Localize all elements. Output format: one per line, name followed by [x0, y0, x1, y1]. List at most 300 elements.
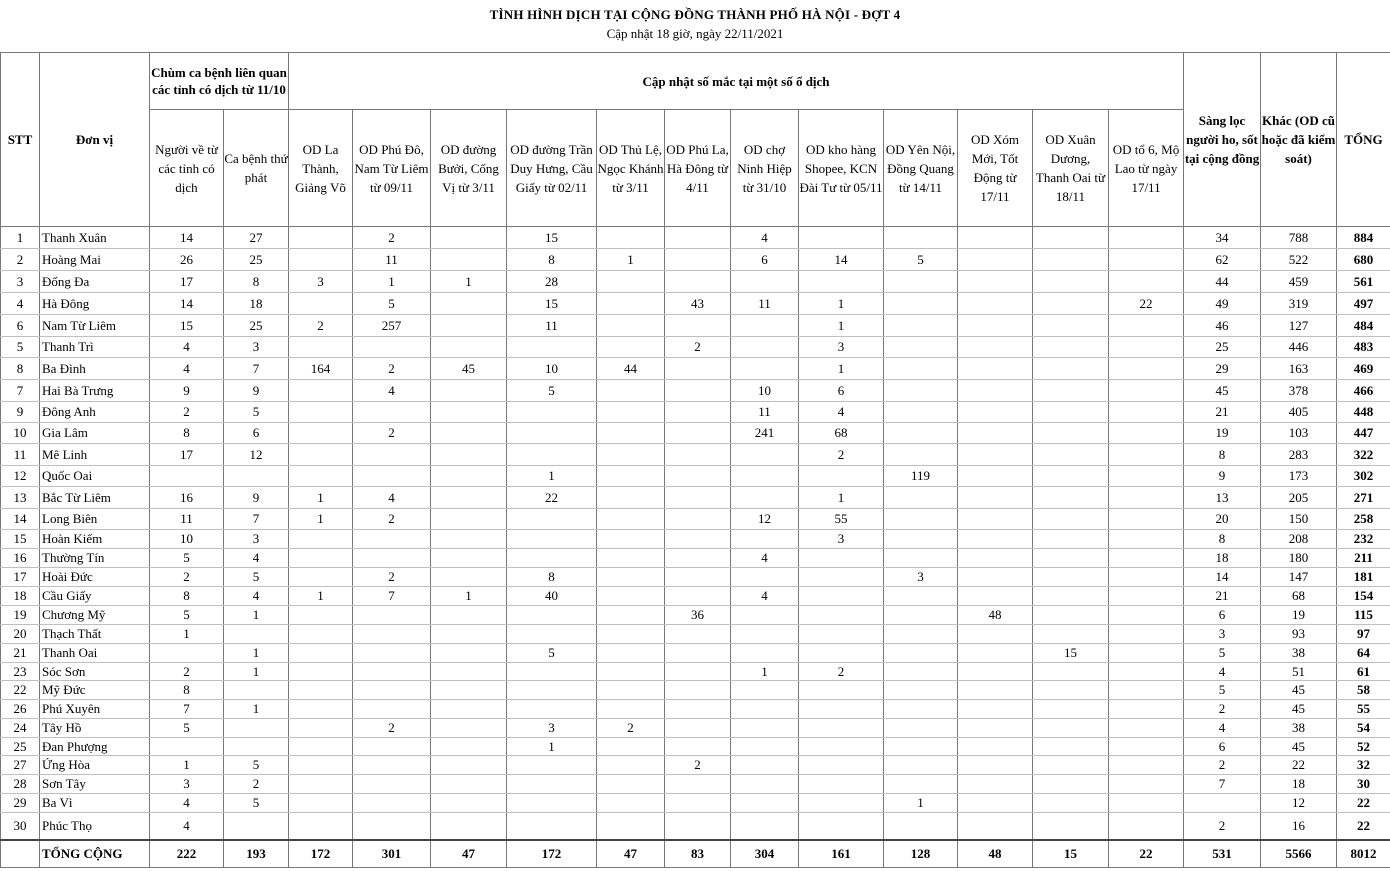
cell-value: 2	[353, 568, 431, 587]
header-sub-8: OD chợ Ninh Hiệp từ 31/10	[731, 110, 799, 227]
cell-value	[289, 423, 353, 444]
cell-value: 22	[507, 487, 597, 509]
cell-value: 378	[1261, 380, 1337, 402]
cell-value: 38	[1261, 644, 1337, 663]
cell-unit: Bắc Từ Liêm	[40, 487, 150, 509]
cell-value	[958, 487, 1033, 509]
cell-stt: 7	[1, 380, 40, 402]
cell-value: 15	[507, 293, 597, 315]
total-value: 172	[507, 840, 597, 868]
cell-value	[353, 606, 431, 625]
cell-value	[353, 700, 431, 719]
cell-value	[507, 663, 597, 681]
cell-value	[289, 530, 353, 549]
cell-value	[1033, 249, 1109, 271]
cell-value	[1033, 271, 1109, 293]
table-row	[1, 358, 1390, 380]
cell-value	[1033, 293, 1109, 315]
cell-value	[665, 813, 731, 840]
cell-value: 103	[1261, 423, 1337, 444]
cell-value: 5	[224, 794, 289, 813]
cell-unit: Mỹ Đức	[40, 681, 150, 700]
cell-value	[958, 587, 1033, 606]
cell-value	[958, 444, 1033, 466]
cell-value	[665, 775, 731, 794]
cell-value: 7	[224, 509, 289, 530]
cell-value: 36	[665, 606, 731, 625]
table-row	[1, 738, 1390, 756]
cell-value	[597, 444, 665, 466]
cell-value: 4	[150, 794, 224, 813]
cell-value: 20	[1184, 509, 1261, 530]
cell-value	[289, 337, 353, 358]
cell-value	[884, 549, 958, 568]
cell-value	[353, 444, 431, 466]
cell-value: 5	[1184, 681, 1261, 700]
cell-value: 10	[507, 358, 597, 380]
cell-stt: 5	[1, 337, 40, 358]
cell-value	[665, 466, 731, 487]
cell-stt: 4	[1, 293, 40, 315]
cell-value: 4	[224, 587, 289, 606]
table-row	[1, 509, 1390, 530]
cell-stt: 29	[1, 794, 40, 813]
cell-value	[958, 700, 1033, 719]
total-blank-cell	[1, 840, 40, 868]
cell-value	[884, 625, 958, 644]
cell-value: 14	[1184, 568, 1261, 587]
cell-value	[665, 794, 731, 813]
cell-value	[1033, 444, 1109, 466]
cell-value: 1	[224, 663, 289, 681]
cell-value	[431, 509, 507, 530]
cell-unit: Hoài Đức	[40, 568, 150, 587]
cell-value	[958, 402, 1033, 423]
cell-value: 22	[1261, 756, 1337, 775]
cell-value	[884, 337, 958, 358]
cell-value: 19	[1184, 423, 1261, 444]
cell-value	[1109, 423, 1184, 444]
cell-value: 788	[1261, 227, 1337, 249]
cell-total: 322	[1337, 444, 1390, 466]
cell-stt: 19	[1, 606, 40, 625]
cell-value	[1033, 358, 1109, 380]
cell-value: 3	[150, 775, 224, 794]
cell-value	[799, 813, 884, 840]
cell-value	[731, 738, 799, 756]
total-value: 193	[224, 840, 289, 868]
cell-value	[799, 271, 884, 293]
cell-value	[431, 719, 507, 738]
cell-stt: 10	[1, 423, 40, 444]
header-screening: Sàng lọc người ho, sốt tại cộng đồng	[1184, 53, 1261, 227]
cell-value	[1033, 587, 1109, 606]
cell-total: 52	[1337, 738, 1390, 756]
cell-value	[731, 700, 799, 719]
cell-value: 2	[665, 756, 731, 775]
table-row	[1, 487, 1390, 509]
table-row	[1, 227, 1390, 249]
cell-value	[597, 756, 665, 775]
cell-value	[507, 756, 597, 775]
cell-value	[1109, 719, 1184, 738]
cell-value	[884, 227, 958, 249]
cell-value	[1033, 663, 1109, 681]
cell-value: 14	[150, 293, 224, 315]
cell-value	[1033, 227, 1109, 249]
header-stt: STT	[1, 53, 40, 227]
cell-unit: Thanh Trì	[40, 337, 150, 358]
cell-value	[884, 681, 958, 700]
cell-value: 8	[224, 271, 289, 293]
cell-value: 8	[150, 681, 224, 700]
cell-total: 232	[1337, 530, 1390, 549]
cell-value: 3	[884, 568, 958, 587]
cell-value: 1	[289, 487, 353, 509]
cell-value	[958, 271, 1033, 293]
cell-value: 1	[150, 756, 224, 775]
cell-value	[884, 423, 958, 444]
cell-value: 1	[289, 509, 353, 530]
cell-value	[597, 423, 665, 444]
cell-stt: 13	[1, 487, 40, 509]
cell-value	[1109, 315, 1184, 337]
cell-value	[431, 549, 507, 568]
cell-value	[799, 794, 884, 813]
cell-value	[1033, 775, 1109, 794]
cell-value: 405	[1261, 402, 1337, 423]
cell-value: 45	[1261, 700, 1337, 719]
cell-value	[597, 487, 665, 509]
cell-value	[665, 549, 731, 568]
cell-stt: 28	[1, 775, 40, 794]
cell-value: 34	[1184, 227, 1261, 249]
cell-value	[665, 487, 731, 509]
cell-value: 45	[1184, 380, 1261, 402]
cell-value	[507, 509, 597, 530]
cell-value: 10	[150, 530, 224, 549]
cell-value	[1109, 549, 1184, 568]
cell-value	[799, 625, 884, 644]
cell-value	[1109, 530, 1184, 549]
cell-value	[431, 337, 507, 358]
cell-value	[431, 293, 507, 315]
table-row	[1, 466, 1390, 487]
table-row	[1, 775, 1390, 794]
cell-value: 27	[224, 227, 289, 249]
cell-value: 44	[1184, 271, 1261, 293]
cell-value	[1033, 700, 1109, 719]
cell-value: 1	[224, 700, 289, 719]
cell-total: 447	[1337, 423, 1390, 444]
cell-value: 5	[150, 549, 224, 568]
page-title: TÌNH HÌNH DỊCH TẠI CỘNG ĐỒNG THÀNH PHỐ HÀ NỘI - ĐỢT 4	[489, 7, 901, 22]
cell-value	[1033, 402, 1109, 423]
cell-value: 12	[224, 444, 289, 466]
table-row	[1, 337, 1390, 358]
cell-value	[597, 380, 665, 402]
cell-value	[958, 530, 1033, 549]
cell-value	[665, 358, 731, 380]
cell-value: 4	[1184, 719, 1261, 738]
cell-value	[731, 606, 799, 625]
cell-value	[597, 530, 665, 549]
cell-value	[597, 227, 665, 249]
cell-value	[799, 738, 884, 756]
cell-stt: 2	[1, 249, 40, 271]
cell-value: 2	[150, 663, 224, 681]
cell-value: 4	[150, 813, 224, 840]
cell-value	[884, 606, 958, 625]
cell-unit: Thanh Oai	[40, 644, 150, 663]
cell-value	[1033, 813, 1109, 840]
cell-value	[507, 402, 597, 423]
cell-stt: 12	[1, 466, 40, 487]
cell-value	[289, 813, 353, 840]
cell-value: 25	[224, 315, 289, 337]
cell-unit: Thường Tín	[40, 549, 150, 568]
cell-value	[1033, 315, 1109, 337]
cell-value	[150, 738, 224, 756]
cell-value: 1	[799, 293, 884, 315]
cell-value: 319	[1261, 293, 1337, 315]
cell-value: 3	[224, 337, 289, 358]
cell-value: 25	[224, 249, 289, 271]
cell-value: 6	[1184, 606, 1261, 625]
cell-value: 1	[799, 487, 884, 509]
cell-total: 483	[1337, 337, 1390, 358]
cell-value	[597, 625, 665, 644]
cell-value	[1109, 663, 1184, 681]
cell-value	[353, 625, 431, 644]
cell-value: 4	[353, 380, 431, 402]
total-value: 172	[289, 840, 353, 868]
cell-value	[597, 738, 665, 756]
cell-value: 1	[799, 358, 884, 380]
cell-value: 3	[507, 719, 597, 738]
cell-value	[731, 487, 799, 509]
cell-value	[597, 606, 665, 625]
total-value: 5566	[1261, 840, 1337, 868]
total-value: 8012	[1337, 840, 1390, 868]
cell-total: 22	[1337, 794, 1390, 813]
cell-value: 21	[1184, 402, 1261, 423]
cell-total: 61	[1337, 663, 1390, 681]
cell-value: 28	[507, 271, 597, 293]
cell-value	[289, 775, 353, 794]
cell-value	[507, 337, 597, 358]
cell-total: 680	[1337, 249, 1390, 271]
cell-value	[597, 775, 665, 794]
cell-value	[224, 625, 289, 644]
table-row	[1, 794, 1390, 813]
header-other: Khác (OD cũ hoặc đã kiểm soát)	[1261, 53, 1337, 227]
table-row	[1, 380, 1390, 402]
cell-value: 4	[224, 549, 289, 568]
cell-value	[799, 644, 884, 663]
cell-value	[289, 227, 353, 249]
cell-value	[1033, 487, 1109, 509]
cell-value	[958, 756, 1033, 775]
cell-unit: Chương Mỹ	[40, 606, 150, 625]
cell-value	[884, 700, 958, 719]
cell-stt: 24	[1, 719, 40, 738]
cell-value	[597, 466, 665, 487]
header-sub-3: OD Phú Đô, Nam Từ Liêm từ 09/11	[353, 110, 431, 227]
cell-value	[884, 271, 958, 293]
cell-value	[1109, 756, 1184, 775]
cell-value	[507, 444, 597, 466]
cell-total: 115	[1337, 606, 1390, 625]
header-sub-11: OD Xóm Mới, Tốt Động từ 17/11	[958, 110, 1033, 227]
cell-value	[1109, 227, 1184, 249]
cell-value: 4	[150, 358, 224, 380]
cell-value: 11	[507, 315, 597, 337]
cell-value	[150, 644, 224, 663]
total-value: 48	[958, 840, 1033, 868]
cell-value: 1	[597, 249, 665, 271]
cell-value	[353, 794, 431, 813]
table-row	[1, 293, 1390, 315]
cell-value: 7	[1184, 775, 1261, 794]
cell-value	[1109, 249, 1184, 271]
cell-value	[431, 606, 507, 625]
cell-value	[799, 549, 884, 568]
cell-value	[665, 625, 731, 644]
cell-value	[353, 549, 431, 568]
header-sub-0: Người về từ các tỉnh có dịch	[150, 110, 224, 227]
cell-unit: Mê Linh	[40, 444, 150, 466]
cell-value	[507, 549, 597, 568]
cell-value	[507, 423, 597, 444]
cell-value: 2	[353, 358, 431, 380]
cell-value	[431, 663, 507, 681]
cell-value	[1109, 606, 1184, 625]
cell-value	[431, 625, 507, 644]
cell-value	[150, 466, 224, 487]
cell-total: 54	[1337, 719, 1390, 738]
cell-value	[731, 644, 799, 663]
cell-value	[1109, 681, 1184, 700]
cell-stt: 26	[1, 700, 40, 719]
cell-stt: 22	[1, 681, 40, 700]
cell-value: 15	[1033, 644, 1109, 663]
cell-value	[958, 813, 1033, 840]
header-sub-4: OD đường Bưởi, Cống Vị từ 3/11	[431, 110, 507, 227]
cell-value	[1033, 606, 1109, 625]
cell-value	[731, 358, 799, 380]
table-row	[1, 271, 1390, 293]
table-row	[1, 625, 1390, 644]
cell-value	[665, 738, 731, 756]
cell-value	[353, 738, 431, 756]
cell-unit: Đan Phượng	[40, 738, 150, 756]
cell-total: 97	[1337, 625, 1390, 644]
cell-value: 49	[1184, 293, 1261, 315]
cell-stt: 15	[1, 530, 40, 549]
cell-value	[665, 444, 731, 466]
cell-value	[1109, 358, 1184, 380]
cell-value	[289, 719, 353, 738]
cell-stt: 3	[1, 271, 40, 293]
cell-total: 448	[1337, 402, 1390, 423]
cell-value: 2	[150, 402, 224, 423]
cell-value: 127	[1261, 315, 1337, 337]
cell-unit: Đống Đa	[40, 271, 150, 293]
header-sub-9: OD kho hàng Shopee, KCN Đài Tư từ 05/11	[799, 110, 884, 227]
total-value: 15	[1033, 840, 1109, 868]
cell-value	[665, 227, 731, 249]
cell-value: 17	[150, 444, 224, 466]
cell-value: 5	[353, 293, 431, 315]
cell-value: 22	[1109, 293, 1184, 315]
cell-unit: Quốc Oai	[40, 466, 150, 487]
cell-value: 3	[289, 271, 353, 293]
cell-value	[665, 423, 731, 444]
cell-value: 2	[353, 719, 431, 738]
cell-total: 258	[1337, 509, 1390, 530]
table-row	[1, 700, 1390, 719]
cell-unit: Hai Bà Trưng	[40, 380, 150, 402]
cell-value	[507, 775, 597, 794]
table-row	[1, 315, 1390, 337]
cell-value	[431, 756, 507, 775]
cell-value	[1109, 794, 1184, 813]
table-row	[1, 444, 1390, 466]
cell-value	[353, 402, 431, 423]
cell-value	[431, 466, 507, 487]
cell-value: 9	[224, 487, 289, 509]
cell-unit: Phú Xuyên	[40, 700, 150, 719]
cell-value	[289, 549, 353, 568]
cell-value: 16	[1261, 813, 1337, 840]
cell-value	[1033, 530, 1109, 549]
cell-value	[884, 315, 958, 337]
cell-value	[1184, 794, 1261, 813]
cell-value: 241	[731, 423, 799, 444]
cell-value	[353, 663, 431, 681]
cell-value: 9	[224, 380, 289, 402]
table-row	[1, 756, 1390, 775]
cell-stt: 16	[1, 549, 40, 568]
cell-value	[597, 813, 665, 840]
cell-value: 4	[150, 337, 224, 358]
cell-value: 4	[731, 227, 799, 249]
cell-unit: Hoàn Kiếm	[40, 530, 150, 549]
cell-value: 51	[1261, 663, 1337, 681]
cell-unit: Phúc Thọ	[40, 813, 150, 840]
total-value: 128	[884, 840, 958, 868]
cell-value	[597, 700, 665, 719]
cell-value	[665, 271, 731, 293]
total-value: 301	[353, 840, 431, 868]
cell-value	[289, 625, 353, 644]
cell-value: 5	[150, 606, 224, 625]
cell-value	[289, 756, 353, 775]
cell-value	[1033, 380, 1109, 402]
cell-value	[958, 681, 1033, 700]
cell-value	[958, 644, 1033, 663]
cell-unit: Ứng Hòa	[40, 756, 150, 775]
cell-value: 29	[1184, 358, 1261, 380]
header-outbreak-group: Cập nhật số mắc tại một số ổ dịch	[289, 53, 1184, 110]
cell-value	[1109, 625, 1184, 644]
cell-value	[431, 487, 507, 509]
cell-value	[289, 738, 353, 756]
cell-value: 208	[1261, 530, 1337, 549]
cell-value	[731, 794, 799, 813]
cell-value	[665, 315, 731, 337]
